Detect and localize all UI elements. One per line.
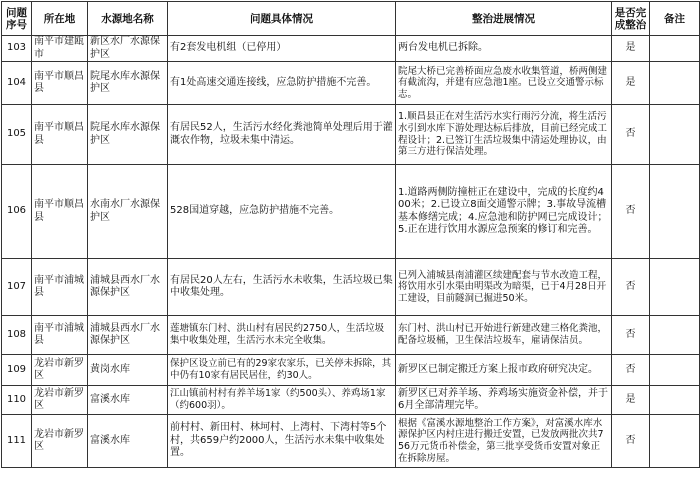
- water-source-cell: 水南水厂水源保护区: [88, 165, 168, 259]
- issue-number: 109: [2, 355, 32, 386]
- remarks-cell: [650, 165, 700, 259]
- issue-detail-cell: 528国道穿越，应急防护措施不完善。: [168, 165, 396, 259]
- completion-status: 否: [612, 415, 650, 468]
- header-cell: 水源地名称: [88, 2, 168, 36]
- header-cell: 是否完成整治: [612, 2, 650, 36]
- water-source-cell: 黄岗水库: [88, 355, 168, 386]
- location-cell: 南平市顺昌县: [32, 62, 88, 105]
- location-cell: 龙岩市新罗区: [32, 355, 88, 386]
- header-cell: 整治进展情况: [396, 2, 612, 36]
- issue-number: 106: [2, 165, 32, 259]
- progress-cell: 1.顺昌县正在对生活污水实行雨污分流，将生活污水引到水库下游处理达标后排放，目前已经完成工程设计；2.已签订生活垃圾集中清运处理协议，由第三方进行保洁处理。: [396, 105, 612, 165]
- water-source-cell: 院尾水库水源保护区: [88, 105, 168, 165]
- completion-status: 否: [612, 165, 650, 259]
- remarks-cell: [650, 316, 700, 355]
- issue-number: 103: [2, 36, 32, 62]
- table-row: [2, 259, 700, 316]
- progress-cell: 院尾大桥已完善桥面应急废水收集管道，桥两侧建有截流沟，并建有应急池1座。已设立交通警示标志。: [396, 62, 612, 105]
- progress-cell: 新罗区已制定搬迁方案上报市政府研究决定。: [396, 355, 612, 386]
- table-row: [2, 105, 700, 165]
- header-cell: 问题具体情况: [168, 2, 396, 36]
- location-cell: 南平市浦城县: [32, 316, 88, 355]
- issue-detail-cell: 有居民20人左右，生活污水未收集，生活垃圾已集中收集处理。: [168, 259, 396, 316]
- location-cell: 龙岩市新罗区: [32, 415, 88, 468]
- completion-status: 否: [612, 316, 650, 355]
- remarks-cell: [650, 415, 700, 468]
- water-source-cell: 浦城县西水厂水源保护区: [88, 316, 168, 355]
- water-source-cell: 浦城县西水厂水源保护区: [88, 259, 168, 316]
- issue-detail-cell: 有居民52人，生活污水经化粪池简单处理后用于灌溉农作物，垃圾未集中清运。: [168, 105, 396, 165]
- completion-status: 否: [612, 355, 650, 386]
- water-source-cell: 院尾水库水源保护区: [88, 62, 168, 105]
- progress-cell: 1.道路两侧防撞桩正在建设中，完成的长度约400米；2.已设立8面交通警示牌；3.事故导流槽基本修缮完成；4.应急池和防护网已完成设计；5.正在进行饮用水源应急预案的修订和完善。: [396, 165, 612, 259]
- header-cell: 备注: [650, 2, 700, 36]
- issue-number: 107: [2, 259, 32, 316]
- water-source-cell: 富溪水库: [88, 415, 168, 468]
- location-cell: 南平市顺昌县: [32, 105, 88, 165]
- completion-status: 否: [612, 105, 650, 165]
- issue-detail-cell: 江山镇前村村有养羊场1家（约500头）、养鸡场1家（约600羽）。: [168, 386, 396, 415]
- table-row: [2, 165, 700, 259]
- progress-cell: 东门村、洪山村已开始进行新建改建三格化粪池，配备垃圾桶，卫生保洁垃圾车，雇请保洁员。: [396, 316, 612, 355]
- remarks-cell: [650, 62, 700, 105]
- issue-detail-cell: 保护区设立前已有的29家农家乐，已关停未拆除，其中仍有10家有居民居住，约30人。: [168, 355, 396, 386]
- progress-cell: 已列入浦城县南浦灌区续建配套与节水改造工程，将饮用水引水渠由明渠改为暗渠，已于4月28日开工建设，目前隧洞已掘进50米。: [396, 259, 612, 316]
- location-cell: 南平市建瓯市: [32, 36, 88, 62]
- issue-detail-cell: 莲塘镇东门村、洪山村有居民约2750人，生活垃圾集中收集处理，生活污水未完全收集。: [168, 316, 396, 355]
- issue-number: 105: [2, 105, 32, 165]
- table-row: [2, 316, 700, 355]
- table-row: [2, 36, 700, 62]
- table-row: [2, 386, 700, 415]
- issue-number: 111: [2, 415, 32, 468]
- header-cell: 问题序号: [2, 2, 32, 36]
- remarks-cell: [650, 259, 700, 316]
- issue-detail-cell: 有2套发电机组（已停用）: [168, 36, 396, 62]
- water-source-cell: 富溪水库: [88, 386, 168, 415]
- header-row: [2, 2, 700, 36]
- progress-cell: 两台发电机已拆除。: [396, 36, 612, 62]
- remarks-cell: [650, 386, 700, 415]
- completion-status: 是: [612, 36, 650, 62]
- location-cell: 南平市浦城县: [32, 259, 88, 316]
- table-row: [2, 355, 700, 386]
- location-cell: 龙岩市新罗区: [32, 386, 88, 415]
- table-row: [2, 415, 700, 468]
- remarks-cell: [650, 355, 700, 386]
- progress-cell: 新罗区已对养羊场、养鸡场实施资金补偿，并于6月全部清理完毕。: [396, 386, 612, 415]
- issue-number: 104: [2, 62, 32, 105]
- table-row: [2, 62, 700, 105]
- header-cell: 所在地: [32, 2, 88, 36]
- remarks-cell: [650, 36, 700, 62]
- completion-status: 否: [612, 259, 650, 316]
- issue-number: 110: [2, 386, 32, 415]
- remarks-cell: [650, 105, 700, 165]
- location-cell: 南平市顺昌县: [32, 165, 88, 259]
- remediation-table: [1, 1, 700, 468]
- progress-cell: 根据《富溪水源地整治工作方案》，对富溪水库水源保护区内村庄进行搬迁安置，已发放两批次共756万元货币补偿金，第三批享受货币安置对象正在拆除房屋。: [396, 415, 612, 468]
- completion-status: 是: [612, 386, 650, 415]
- water-source-cell: 新区水厂水源保护区: [88, 36, 168, 62]
- issue-detail-cell: 前村村、新田村、林坷村、上湾村、下湾村等5个村，共659户约2000人，生活污水未集中收集处置。: [168, 415, 396, 468]
- completion-status: 是: [612, 62, 650, 105]
- issue-detail-cell: 有1处高速交通连接线，应急防护措施不完善。: [168, 62, 396, 105]
- issue-number: 108: [2, 316, 32, 355]
